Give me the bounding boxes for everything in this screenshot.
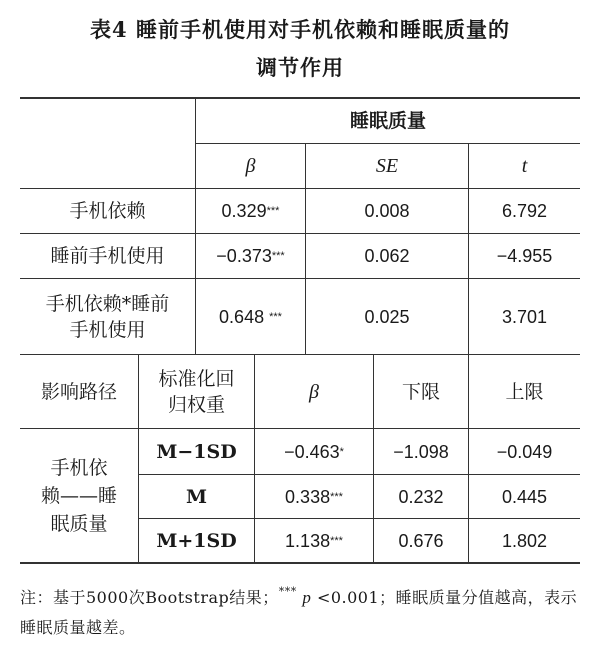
- col-header-beta: β: [309, 380, 319, 403]
- level-label: M+1SD: [156, 529, 237, 552]
- t-value: 3.701: [501, 306, 548, 327]
- table-note: 注：基于5000次Bootstrap结果；*** p <0.001；睡眠质量分值越高，表示睡眠质量越差。: [20, 585, 578, 637]
- se-value: 0.008: [364, 201, 410, 221]
- path-label: 手机依 赖——睡 眠质量: [40, 456, 117, 535]
- col-header-se: SE: [375, 155, 399, 177]
- beta-value: −0.463 *: [284, 441, 344, 462]
- beta-value: 0.338 ***: [285, 486, 343, 507]
- table-title-line2: 调节作用: [256, 55, 344, 80]
- t-value: −4.955: [496, 246, 553, 266]
- beta-value: 0.329 ***: [221, 201, 280, 221]
- col-header-level: 标准化回 归权重: [158, 367, 235, 416]
- upper-value: −0.049: [496, 441, 553, 462]
- row-label: 手机依赖*睡前 手机使用: [45, 292, 170, 341]
- col-header-t: t: [521, 155, 528, 177]
- col-header-beta: β: [245, 155, 256, 177]
- se-value: 0.025: [364, 306, 410, 327]
- se-value: 0.062: [364, 246, 410, 266]
- col-header-path: 影响路径: [40, 380, 117, 403]
- beta-value: 1.138 ***: [285, 530, 343, 551]
- lower-value: −1.098: [393, 441, 449, 462]
- beta-value: 0.648 ***: [219, 306, 282, 327]
- level-label: M: [185, 485, 208, 508]
- table-title: 表4 睡前手机使用对手机依赖和睡眠质量的: [90, 17, 510, 42]
- upper-value: 0.445: [501, 486, 548, 507]
- lower-value: 0.676: [398, 530, 444, 551]
- upper-value: 1.802: [501, 530, 548, 551]
- row-label: 睡前手机使用: [50, 245, 165, 267]
- col-header-upper: 上限: [505, 380, 544, 403]
- level-label: M−1SD: [156, 440, 237, 463]
- beta-value: −0.373 ***: [216, 246, 285, 266]
- col-header-lower: 下限: [401, 380, 440, 403]
- lower-value: 0.232: [398, 486, 444, 507]
- row-label: 手机依赖: [69, 200, 146, 222]
- bottom-rule: [20, 562, 580, 564]
- t-value: 6.792: [501, 201, 548, 221]
- group-header: 睡眠质量: [349, 110, 426, 132]
